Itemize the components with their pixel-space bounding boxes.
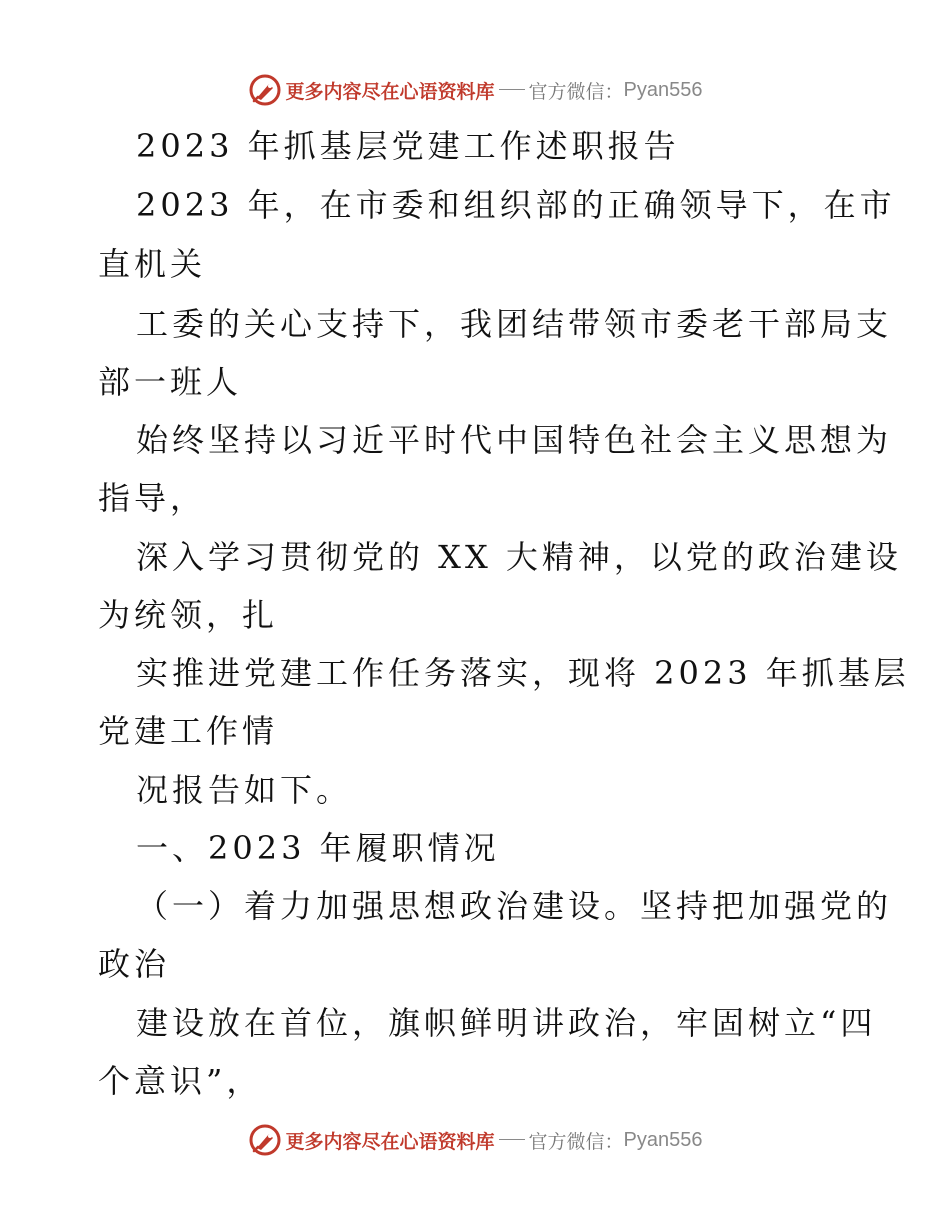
watermark-dash xyxy=(499,1139,525,1140)
text-line: 2023 年，在市委和组织部的正确领导下，在市 xyxy=(136,186,896,224)
text-line: 个意识”， xyxy=(98,1062,263,1100)
watermark-banner-top xyxy=(0,70,950,110)
watermark-wechat-id: Pyan556 xyxy=(623,78,703,101)
pen-nib-logo-icon xyxy=(248,73,282,107)
document-title: 2023 年抓基层党建工作述职报告 xyxy=(136,127,680,165)
watermark-wechat-label: 官方微信： xyxy=(528,80,624,103)
text-line: （一）着力加强思想政治建设。坚持把加强党的 xyxy=(136,887,893,925)
text-line: 指导， xyxy=(98,479,207,517)
text-line: 党建工作情 xyxy=(98,712,279,750)
watermark-wechat-id: Pyan556 xyxy=(623,1128,703,1151)
watermark-slogan: 更多内容尽在心语资料库 xyxy=(285,80,495,103)
watermark-wechat-label: 官方微信： xyxy=(528,1130,624,1153)
text-line: 为统领，扎 xyxy=(98,596,279,634)
section-heading: 一、2023 年履职情况 xyxy=(136,829,500,867)
watermark-dash xyxy=(499,89,525,90)
text-line: 工委的关心支持下，我团结带领市委老干部局支 xyxy=(136,305,893,343)
text-line: 深入学习贯彻党的 XX 大精神，以党的政治建设 xyxy=(136,538,902,576)
text-line: 部一班人 xyxy=(98,363,243,401)
text-line: 直机关 xyxy=(98,245,207,283)
text-line: 实推进党建工作任务落实，现将 2023 年抓基层 xyxy=(136,654,910,692)
pen-nib-logo-icon xyxy=(248,1123,282,1157)
text-line: 政治 xyxy=(98,945,171,983)
text-line: 建设放在首位，旗帜鲜明讲政治，牢固树立“四 xyxy=(136,1004,877,1042)
text-line: 始终坚持以习近平时代中国特色社会主义思想为 xyxy=(136,421,893,459)
watermark-banner-bottom xyxy=(0,1120,950,1160)
watermark-slogan: 更多内容尽在心语资料库 xyxy=(285,1130,495,1153)
text-line: 况报告如下。 xyxy=(136,771,353,809)
